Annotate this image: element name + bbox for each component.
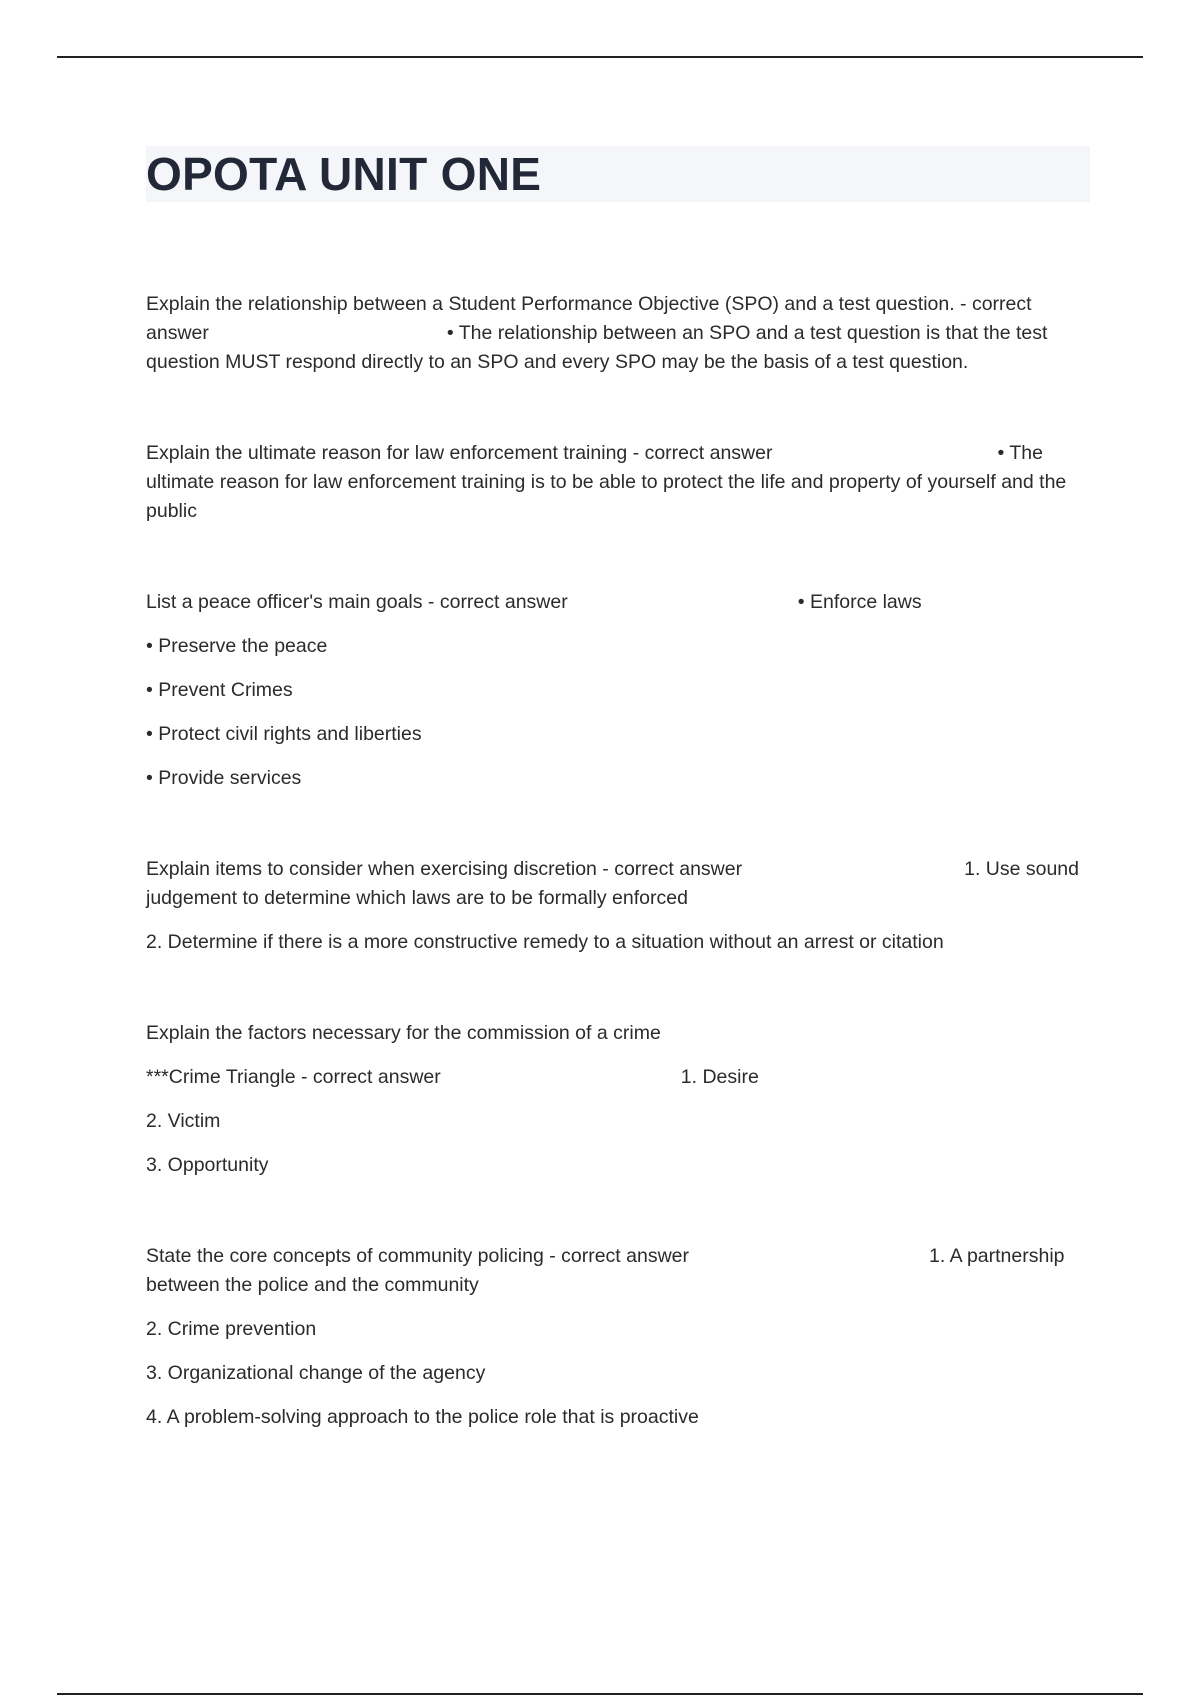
qa-text — [146, 439, 1090, 526]
document-title: OPOTA UNIT ONE — [146, 148, 542, 200]
qa-entry — [146, 855, 1090, 957]
title-band — [146, 146, 1090, 202]
answer-line: 4. A problem-solving approach to the police role that is proactive — [146, 1406, 699, 1428]
answer-line: 2. Determine if there is a more constructive remedy to a situation without an arrest or citation — [146, 931, 944, 953]
top-rule — [57, 56, 1143, 58]
qa-text — [146, 588, 1090, 617]
answer-text: 1. Use sound judgement to determine which laws are to be formally enforced — [146, 858, 1079, 909]
question-text: State the core concepts of community policing - correct answer — [146, 1245, 689, 1267]
answer-text: • The ultimate reason for law enforcement training is to be able to protect the life and property of yourself and the public — [146, 442, 1067, 522]
answer-text: 1. A partnership between the police and the community — [146, 1245, 1065, 1296]
qa-text — [146, 855, 1090, 913]
qa-text — [146, 290, 1090, 377]
answer-line: • Provide services — [146, 767, 302, 789]
answer-line: 3. Opportunity — [146, 1154, 269, 1176]
answer-line: • Protect civil rights and liberties — [146, 723, 422, 745]
qa-entry — [146, 1019, 1090, 1180]
question-text: Explain items to consider when exercising discretion - correct answer — [146, 858, 743, 880]
qa-text — [146, 1242, 1090, 1300]
answer-line: 2. Crime prevention — [146, 1318, 317, 1340]
answer-line: 3. Organizational change of the agency — [146, 1362, 486, 1384]
qa-entry — [146, 588, 1090, 793]
answer-text: • Enforce laws — [797, 591, 922, 613]
answer-line: • Prevent Crimes — [146, 679, 293, 701]
answer-line: • Preserve the peace — [146, 635, 328, 657]
bottom-rule — [57, 1693, 1143, 1695]
document-body — [146, 146, 1090, 1494]
qa-text — [146, 1063, 1090, 1092]
question-text: Explain the ultimate reason for law enforcement training - correct answer — [146, 442, 773, 464]
qa-entry — [146, 1242, 1090, 1432]
qa-entry — [146, 290, 1090, 377]
answer-text: 1. Desire — [680, 1066, 759, 1088]
answer-text: • The relationship between an SPO and a test question is that the test question MUST respond directly to an SPO and every SPO may be the basis of a test question. — [146, 322, 1048, 373]
question-text: ***Crime Triangle - correct answer — [146, 1066, 441, 1088]
question-line: Explain the factors necessary for the commission of a crime — [146, 1022, 661, 1044]
qa-entry — [146, 439, 1090, 526]
answer-line: 2. Victim — [146, 1110, 221, 1132]
question-text: Explain the relationship between a Student Performance Objective (SPO) and a test question. - correct answer — [146, 293, 1032, 344]
question-text: List a peace officer's main goals - correct answer — [146, 591, 568, 613]
